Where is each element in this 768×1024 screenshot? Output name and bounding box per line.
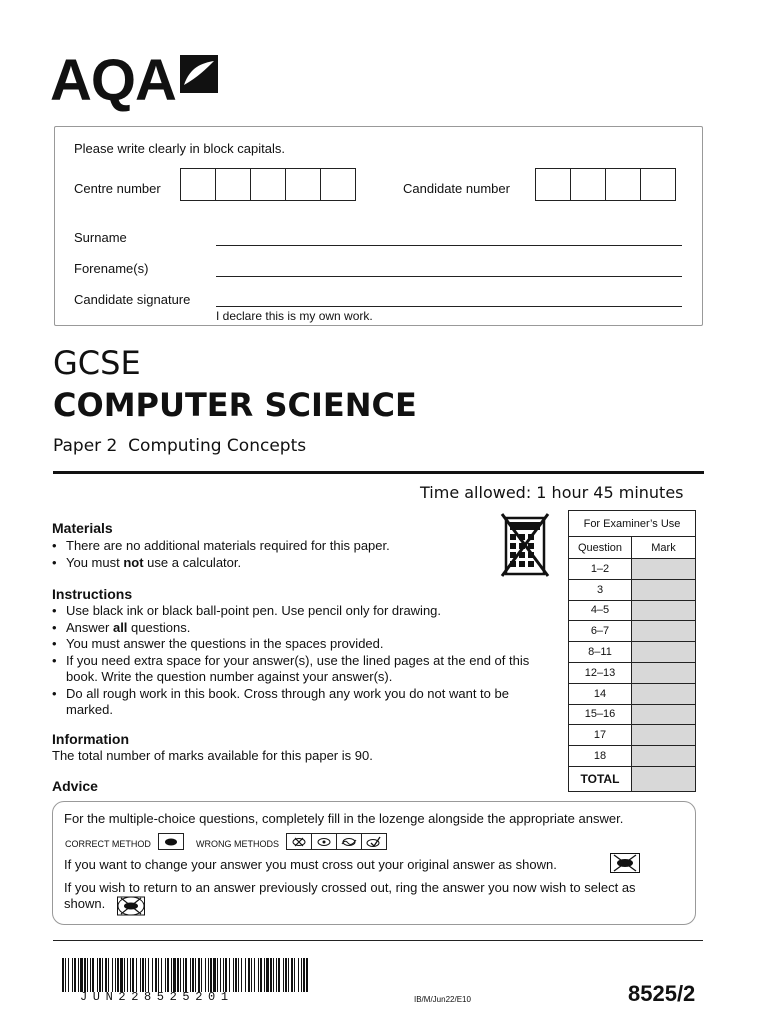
- total-label: TOTAL: [569, 766, 632, 791]
- declaration-text: I declare this is my own work.: [216, 309, 373, 323]
- table-row: 12–13: [569, 662, 696, 683]
- surname-label: Surname: [74, 230, 127, 245]
- table-row: 4–5: [569, 600, 696, 621]
- signature-label: Candidate signature: [74, 292, 191, 307]
- table-row: 18: [569, 746, 696, 767]
- qualification-title: GCSE: [53, 344, 141, 382]
- cross-lozenge-icon: [286, 833, 312, 850]
- wrong-methods-label: WRONG METHODS: [196, 839, 279, 849]
- surname-field[interactable]: [216, 245, 682, 246]
- scribble-lozenge-icon: [336, 833, 362, 850]
- list-item: • Do all rough work in this book. Cross through any work you do not want to be marked.: [52, 686, 552, 719]
- candidate-details-box: [54, 126, 703, 326]
- advice-heading: Advice: [52, 778, 98, 794]
- barcode-icon: [62, 958, 308, 992]
- advice-box: [52, 801, 696, 925]
- table-row: 1–2: [569, 559, 696, 580]
- correct-method-label: CORRECT METHOD: [65, 839, 151, 849]
- paper-title: Paper 2 Computing Concepts: [53, 436, 307, 456]
- ringed-lozenge-icon: [116, 894, 148, 918]
- information-heading: Information: [52, 731, 129, 747]
- list-item: • If you need extra space for your answer(s), use the lined pages at the end of this book. Write the question number against your answer(s).: [52, 653, 552, 686]
- column-header-mark: Mark: [632, 537, 696, 559]
- examiner-table-heading: For Examiner’s Use: [569, 511, 696, 537]
- list-item: • You must not use a calculator.: [52, 555, 492, 572]
- aqa-logo-icon: [180, 55, 218, 93]
- candidate-number-label: Candidate number: [403, 181, 510, 196]
- time-allowed: Time allowed: 1 hour 45 minutes: [420, 483, 684, 502]
- column-header-question: Question: [569, 537, 632, 559]
- dot-lozenge-icon: [311, 833, 337, 850]
- forename-field[interactable]: [216, 276, 682, 277]
- crossed-out-lozenge-icon: [610, 853, 640, 873]
- table-row: 8–11: [569, 642, 696, 663]
- title-divider: [53, 471, 704, 474]
- forename-label: Forename(s): [74, 261, 149, 276]
- footer-divider: [53, 940, 703, 941]
- materials-heading: Materials: [52, 520, 113, 536]
- instructions-heading: Instructions: [52, 586, 133, 602]
- instructions-list: [52, 603, 552, 719]
- signature-field[interactable]: [216, 306, 682, 307]
- barcode-number: JUN228525201: [80, 990, 234, 1004]
- information-text: The total number of marks available for this paper is 90.: [52, 748, 373, 763]
- examiner-use-table: [568, 510, 696, 792]
- block-capitals-instruction: Please write clearly in block capitals.: [74, 141, 285, 156]
- advice-line-2: If you want to change your answer you must cross out your original answer as shown.: [64, 857, 557, 872]
- advice-line-3-cont: shown.: [64, 896, 106, 911]
- list-item: • There are no additional materials required for this paper.: [52, 538, 492, 555]
- paper-code: 8525/2: [628, 981, 696, 1006]
- materials-list: [52, 538, 492, 571]
- list-item: • Answer all questions.: [52, 620, 552, 637]
- aqa-logo-text: AQA: [50, 48, 176, 113]
- table-row: 3: [569, 579, 696, 600]
- centre-number-label: Centre number: [74, 181, 161, 196]
- paper-reference: IB/M/Jun22/E10: [414, 995, 471, 1004]
- table-row: 6–7: [569, 621, 696, 642]
- correct-method-lozenge-icon: [158, 833, 184, 850]
- subject-title: COMPUTER SCIENCE: [53, 386, 417, 424]
- advice-line-1: For the multiple-choice questions, completely fill in the lozenge alongside the appropriate answer.: [64, 811, 624, 826]
- table-row: 15–16: [569, 704, 696, 725]
- tick-lozenge-icon: [361, 833, 387, 850]
- advice-line-3: If you wish to return to an answer previously crossed out, ring the answer you now wish to select as: [64, 880, 636, 895]
- no-calculator-icon: [500, 512, 550, 578]
- list-item: • You must answer the questions in the spaces provided.: [52, 636, 552, 653]
- list-item: • Use black ink or black ball-point pen. Use pencil only for drawing.: [52, 603, 552, 620]
- table-row: [569, 766, 696, 791]
- table-row: 17: [569, 725, 696, 746]
- centre-number-field[interactable]: [180, 168, 355, 201]
- candidate-number-field[interactable]: [535, 168, 675, 201]
- total-mark-cell: [632, 766, 696, 791]
- table-row: 14: [569, 683, 696, 704]
